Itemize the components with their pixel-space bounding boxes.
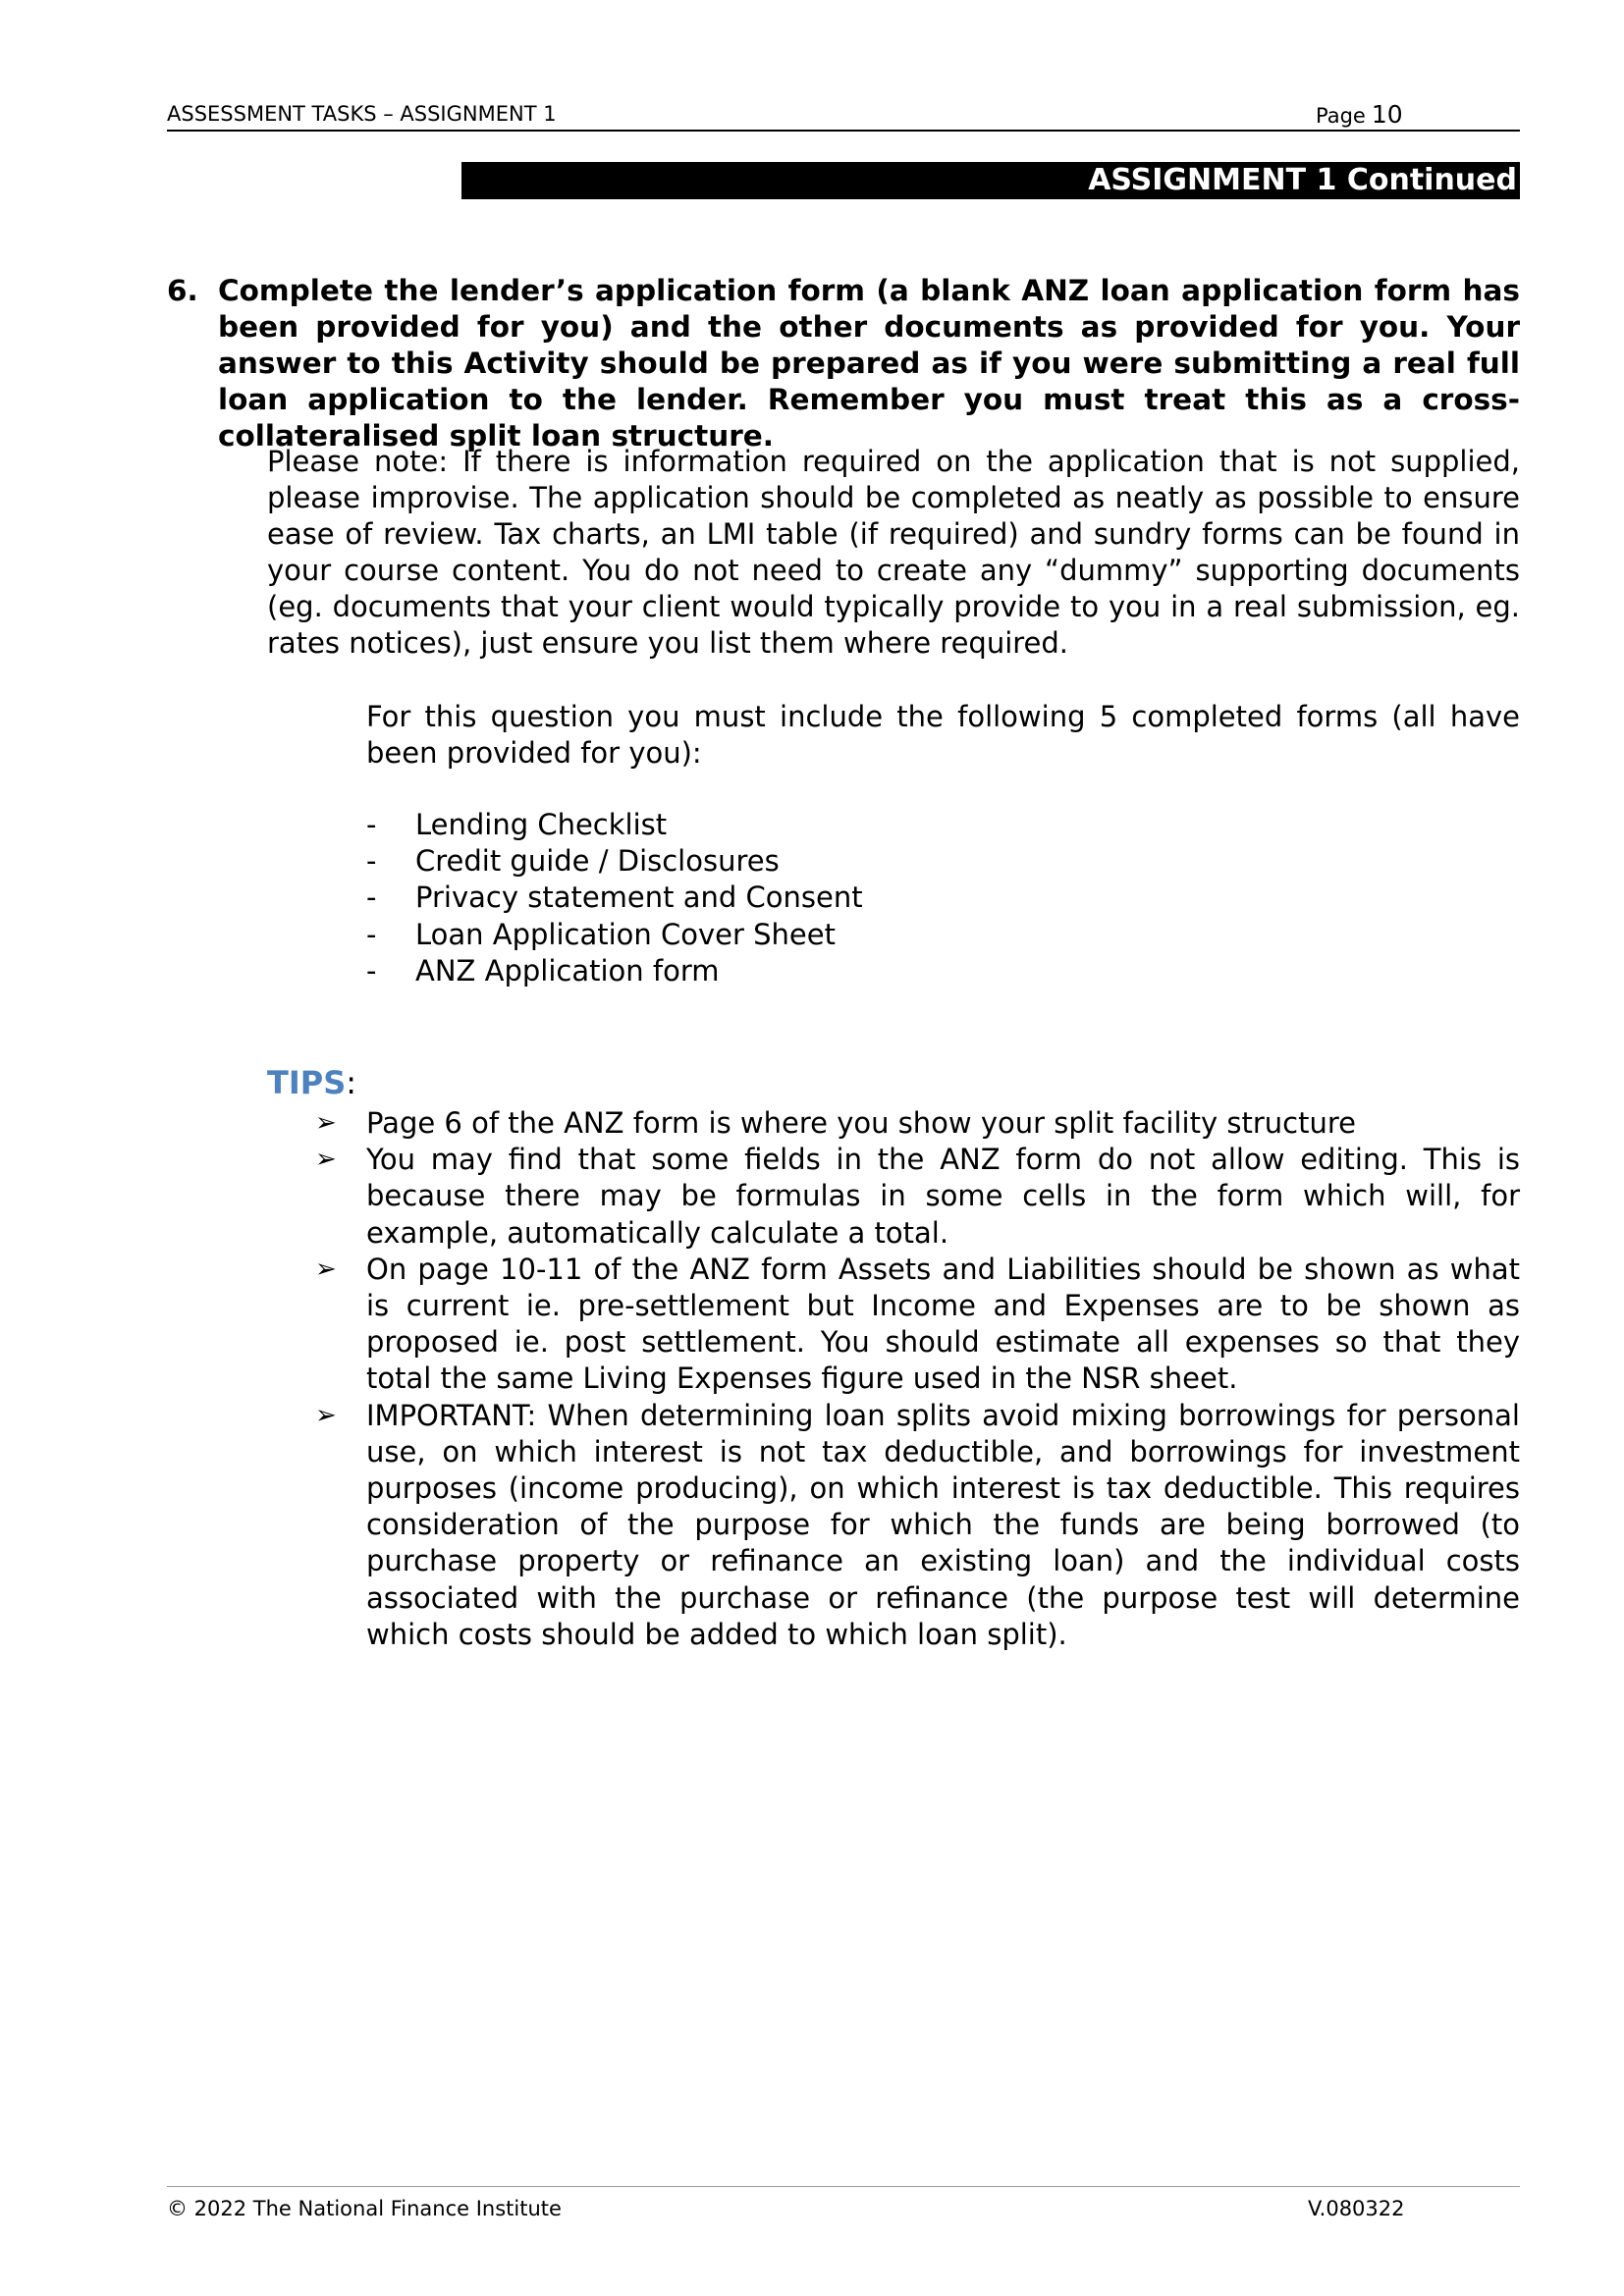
arrow-bullet-icon: ➢: [315, 1400, 337, 1430]
header-page-number: 10: [1371, 100, 1403, 129]
question-block: [167, 273, 1520, 454]
dash-bullet: -: [366, 881, 377, 915]
list-item: [315, 1252, 1520, 1398]
form-item-label: Lending Checklist: [415, 808, 668, 841]
tips-heading-label: TIPS: [267, 1064, 347, 1101]
list-item: [315, 1398, 1520, 1653]
tip-text: You may find that some fields in the ANZ form do not allow editing. This is because there may be formulas in some cells in the form which will, for example, automatically calculate a total.: [366, 1143, 1520, 1250]
list-item: [315, 1105, 1520, 1142]
tip-text: Page 6 of the ANZ form is where you show your split facility structure: [366, 1106, 1356, 1140]
form-item-label: Credit guide / Disclosures: [415, 844, 780, 879]
tips-heading: [267, 1063, 356, 1102]
note-paragraph: Please note: If there is information required on the application that is not supplied, please improvise. The application should be completed as neatly as possible to ensure ease of review. Tax charts, an LMI table (if required) and sundry forms can be found in your course content. You do not need to create any “dummy” supporting documents (eg. documents that your client would typically provide to you in a real submission, eg. rates notices), just ensure you list them where required.: [267, 445, 1520, 660]
question-text: Complete the lender’s application form (a blank ANZ loan application form has been provided for you) and the other documents as provided for you. Your answer to this Activity should be prepared as if you were submitting a real full loan application to the lender. Remember you must treat this as a cross-collateralised split loan structure.: [218, 274, 1520, 453]
form-item-label: Loan Application Cover Sheet: [415, 917, 836, 951]
header-page-label: Page: [1316, 104, 1366, 128]
list-item: [366, 917, 1520, 953]
page-footer: [167, 2186, 1520, 2226]
forms-intro: For this question you must include the following 5 completed forms (all have been provided for you):: [366, 700, 1520, 770]
list-item: [366, 953, 1520, 989]
forms-list: [366, 807, 1520, 989]
footer-copyright: © 2022 The National Finance Institute: [167, 2197, 562, 2220]
list-item: [315, 1142, 1520, 1252]
list-item: [366, 807, 1520, 843]
dash-bullet: -: [366, 808, 377, 841]
list-item: [366, 880, 1520, 916]
question-number: 6.: [167, 274, 198, 307]
tip-text: On page 10-11 of the ANZ form Assets and Liabilities should be shown as what is current ie. pre-settlement but Income and Expenses are to be shown as proposed ie. post settlement. You should estimate all expenses so that they total the same Living Expenses figure used in the NSR sheet.: [366, 1252, 1520, 1396]
tips-list: [315, 1105, 1520, 1653]
section-banner: ASSIGNMENT 1 Continued: [461, 162, 1520, 199]
form-item-label: Privacy statement and Consent: [415, 881, 863, 915]
arrow-bullet-icon: ➢: [315, 1108, 337, 1138]
footer-version: V.080322: [1308, 2197, 1405, 2220]
tip-text: IMPORTANT: When determining loan splits avoid mixing borrowings for personal use, on which interest is not tax deductible, and borrowings for investment purposes (income producing), on which interest is tax deductible. This requires consideration of the purpose for which the funds are being borrowed (to purchase property or refinance an existing loan) and the individual costs associated with the purchase or refinance (the purpose test will determine which costs should be added to which loan split).: [366, 1398, 1520, 1651]
arrow-bullet-icon: ➢: [315, 1254, 337, 1284]
form-item-label: ANZ Application form: [415, 953, 720, 988]
dash-bullet: -: [366, 953, 377, 988]
header-title: ASSESSMENT TASKS – ASSIGNMENT 1: [167, 102, 557, 126]
arrow-bullet-icon: ➢: [315, 1145, 337, 1175]
header-page-indicator: [1316, 100, 1403, 129]
page-header: [167, 98, 1520, 132]
tips-heading-colon: :: [346, 1064, 357, 1101]
dash-bullet: -: [366, 917, 377, 951]
dash-bullet: -: [366, 844, 377, 879]
list-item: [366, 843, 1520, 880]
